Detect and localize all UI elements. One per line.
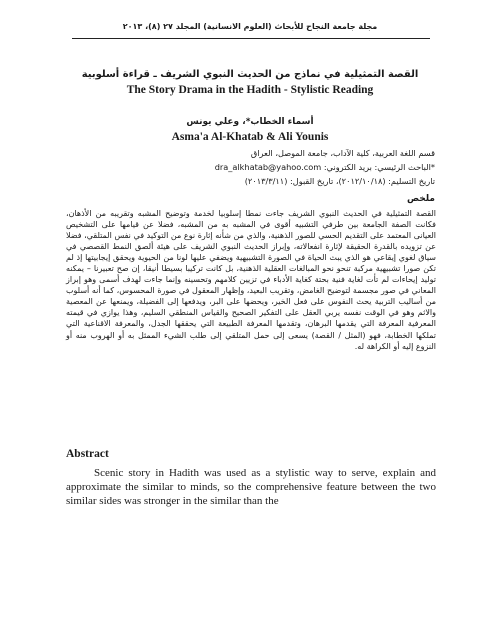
header-rule [72,38,430,39]
arabic-title: القصة التمثيلية في نماذج من الحديث النبوي الشريف ـ قراءة أسلوبية [81,69,419,80]
journal-header: مجلة جامعة النجاح للأبحاث (العلوم الانسانية) المجلد ٢٧ (٨)، ٢٠١٣ [122,22,378,31]
english-abstract-text: Scenic story in Hadith was used as a stylistic way to serve, explain and approximate the similar to minds, so the comprehensive feature between the two similar sides was stronger in the similar than the [66,467,436,508]
email-address[interactable]: dra_alkhatab@yahoo.com [214,162,322,172]
submission-dates: تاريخ التسليم: (٢٠١٢/١٠/١٨)، تاريخ القبول: (٢٠١٣/٣/١١) [244,176,435,186]
arabic-abstract-heading: ملخص [406,194,435,204]
english-authors: Asma'a Al-Khatab & Ali Younis [171,131,329,143]
affiliation-email-line [100,162,435,172]
affiliation-department: قسم اللغة العربية، كلية الآداب، جامعة الموصل، العراق [250,148,435,158]
english-abstract-body [66,466,436,509]
english-title: The Story Drama in the Hadith - Stylistic Reading [126,84,374,96]
arabic-authors: أسماء الخطاب*، وعلي يونس [186,117,314,127]
arabic-abstract-body: القصة التمثيلية في الحديث النبوي الشريف جاءت نمطا إسلوبيا لخدمة وتوضيح المشبه وتقريبه من الأذهان، فكانت الصفة الجامعة بين طرفي التشبيه أقوى في المشبه به من المشبه، فضلا عن قيامها على التشخيص العيانى المعتمد على التقديم الحسي للصور الذهنية، والذي من شأنه إثارة نوع من التوكيد في نفس المتلقي، فضلا عن تزويده بالقدرة الحقيقة لإثارة انفعالاته، وإبراز الحديث النبوي الشريف على هيئة ألصق النمط القصصي في سياق لغوي إيقاعي هو الذي يبث الحياة في الصورة التشبيهية ويضفي عليها لونا من الحيوية ويحقق إيجابيتها إذ لم تكن صورا تشبيهية مركبة تنحو نحو المبالغات العقلية الذهنية، بل كانت تركيبا بسيطا أنيقا، إن صح تعبيرنا – يمكنه توليد إيحاءات لم تأت لغاية فنية بحتة كغاية الأدباء في تزيين كلامهم وتحسينه وإنما جاءت لهدف أسمى وهو إبراز المعاني في صور مجسمة لتوضيح الغامض، وتقريب البعيد، وإظهار المعقول في صورة المحسوس، كما أنه أسلوب من أساليب التربية يحث النفوس على فعل الخير، ويحضها على البر، ويدفعها إلى الفضيلة، ويمنعها عن المعصية والاثم وهو في الوقت نفسه يربي العقل على التفكير الصحيح والقياس المنطقي السليم، وهذا يوازي في قيمته المعرفية المعرفة التي يقدمها البرهان، وتقدمها المعرفة الطبيعة التي يحققها الجدل، والمعرفة الاقناعية التي تملكها الخطابة، فهو (المثل / القصة) يسعى إلى حمل المتلقي إلى طلب الشيء الممثل به أو الهروب منه أو النزوع إليه أو الكراهة له. [66,209,436,351]
english-abstract-heading: Abstract [66,448,109,460]
email-label: *الباحث الرئيسي: بريد الكتروني: [323,162,435,172]
